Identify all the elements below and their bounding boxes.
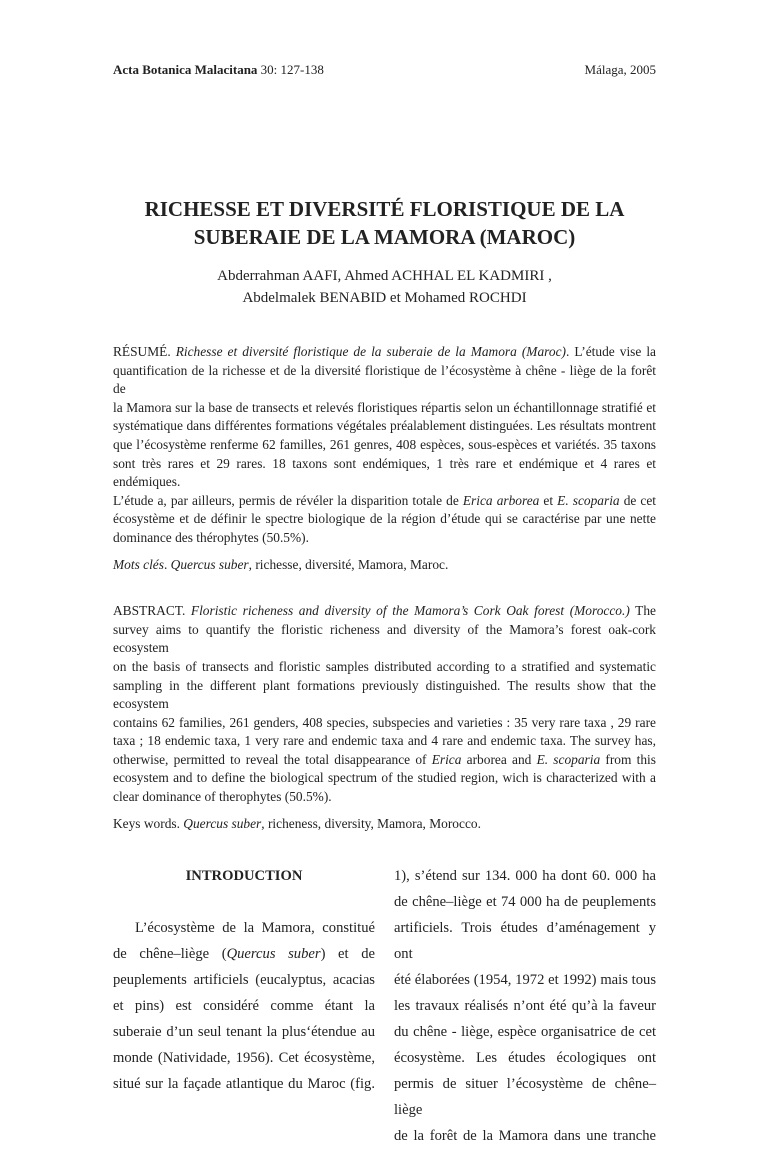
place-date: Málaga, 2005 — [584, 62, 656, 77]
abstract-line: contains 62 families, 261 genders, 408 species, subspecies and varieties : 35 very rare taxa , 29 rare — [113, 714, 656, 730]
body-text-line: de chêne–liège et 74 000 ha de peuplements — [394, 894, 656, 911]
resume-line: que l’écosystème renferme 62 familles, 261 genres, 408 espèces, sous-espèces et variétés. 35 taxons — [113, 436, 656, 452]
abstract-line: taxa ; 18 endemic taxa, 1 very rare and endemic taxa and 4 rare and endemic taxa. The survey has, — [113, 733, 656, 749]
body-text-line: de la forêt de la Mamora dans une tranche — [394, 1128, 656, 1145]
body-text-line: 1), s’étend sur 134. 000 ha dont 60. 000 ha — [394, 868, 656, 885]
body-text-line: peuplements artificiels (eucalyptus, acacias — [113, 972, 375, 989]
keywords: Keys words. Quercus suber, richeness, diversity, Mamora, Morocco. — [113, 815, 481, 831]
section-heading-introduction: INTRODUCTION — [185, 868, 303, 885]
running-header — [113, 62, 656, 78]
body-text-line: situé sur la façade atlantique du Maroc (fig. — [113, 1076, 375, 1093]
resume-line: écosystème et de définir le spectre biologique de la région d’étude qui se caractérise par une nette — [113, 511, 656, 527]
abstract-line: ABSTRACT. Floristic richeness and diversity of the Mamora’s Cork Oak forest (Morocco.) The — [113, 603, 656, 619]
body-text-line: permis de situer l’écosystème de chêne–liège — [394, 1076, 656, 1119]
resume-line: sont très rares et 29 rares. 18 taxons sont endémiques, 1 très rare et endémique et 4 rares et endémiques. — [113, 455, 656, 490]
resume-line: quantification de la richesse et de la diversité floristique de l’écosystème à chêne - liège de la forêt de — [113, 362, 656, 397]
resume-line: dominance des thérophytes (50.5%). — [113, 529, 309, 545]
body-text-line: écosystème. Les études écologiques ont — [394, 1050, 656, 1067]
body-text-line: été élaborées (1954, 1972 et 1992) mais tous — [394, 972, 656, 989]
abstract-line: ecosystem and to define the biological spectrum of the studied region, wich is characterized with a — [113, 770, 656, 786]
body-text-line: monde (Natividade, 1956). Cet écosystème, — [113, 1050, 375, 1067]
title-line-1: RICHESSE ET DIVERSITÉ FLORISTIQUE DE LA — [144, 197, 625, 221]
abstract-line: otherwise, permitted to reveal the total disappearance of Erica arborea and E. scoparia from this — [113, 751, 656, 767]
left-column — [113, 863, 375, 1149]
body-text-line: du chêne - liège, espèce organisatrice de cet — [394, 1024, 656, 1041]
mots-cles: Mots clés. Quercus suber, richesse, diversité, Mamora, Maroc. — [113, 556, 449, 572]
body-text-line: artificiels. Trois études d’aménagement y ont — [394, 920, 656, 963]
abstract-line: sampling in the different plant formations previously distinguished. The results show that the ecosystem — [113, 677, 656, 712]
resume-line: systématique dans différentes formations végétales préalablement distinguées. Les résultats montrent — [113, 418, 656, 434]
abstract — [113, 602, 656, 807]
title-line-2: SUBERAIE DE LA MAMORA (MAROC) — [193, 225, 576, 249]
abstract-line: survey aims to quantify the floristic richeness and diversity of the Mamora’s forest oak-cork ecosystem — [113, 621, 656, 656]
journal-ref: 30: 127-138 — [257, 62, 324, 77]
journal-citation — [113, 62, 324, 78]
resume-line: RÉSUMÉ. Richesse et diversité floristique de la suberaie de la Mamora (Maroc). L’étude vise la — [113, 344, 656, 359]
body-text-line: L’écosystème de la Mamora, constitué — [135, 920, 375, 937]
authors-line-1: Abderrahman AAFI, Ahmed ACHHAL EL KADMIRI , — [217, 268, 552, 284]
resume — [113, 343, 656, 548]
body-text-line: les travaux réalisés n’ont été qu’à la faveur — [394, 998, 656, 1015]
abstract-line: on the basis of transects and floristic samples distributed according to a stratified and systematic — [113, 658, 656, 674]
resume-line: L’étude a, par ailleurs, permis de révéler la disparition totale de Erica arborea et E. scoparia de cet — [113, 492, 657, 508]
abstract-line: clear dominance of therophytes (50.5%). — [113, 789, 332, 805]
body-columns — [113, 863, 656, 1149]
journal-name: Acta Botanica Malacitana — [113, 62, 258, 77]
resume-line: la Mamora sur la base de transects et relevés floristiques répartis selon un échantillonnage stratifié et — [113, 399, 656, 415]
body-text-line: de chêne–liège (Quercus suber) et de — [113, 946, 375, 963]
right-column — [394, 863, 656, 1149]
authors-line-2: Abdelmalek BENABID et Mohamed ROCHDI — [242, 290, 527, 306]
body-text-line: suberaie d’un seul tenant la plus‘étendue au — [113, 1024, 375, 1041]
body-text-line: et pins) est considéré comme étant la — [113, 998, 375, 1015]
